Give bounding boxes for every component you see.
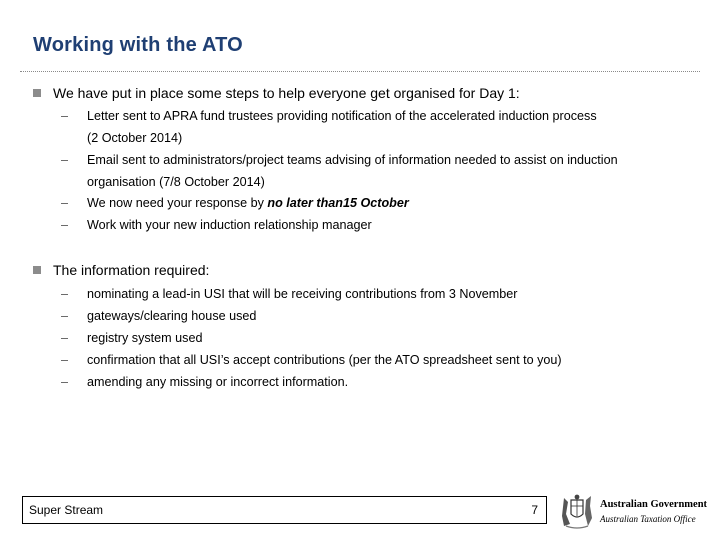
deadline-emphasis: no later than15 October: [267, 196, 409, 210]
sub-item-text: Work with your new induction relationship manager: [87, 218, 372, 232]
title-divider: [20, 71, 700, 72]
dash-icon: –: [61, 196, 69, 210]
page-number: 7: [531, 503, 538, 517]
sub-item-text: organisation (7/8 October 2014): [87, 175, 265, 189]
government-logo: [558, 492, 718, 532]
footer-label: Super Stream: [29, 503, 104, 517]
sub-item-text: (2 October 2014): [87, 131, 183, 145]
square-bullet-icon: [33, 266, 41, 274]
sub-item-text: amending any missing or incorrect information.: [87, 375, 349, 389]
dash-icon: –: [61, 309, 69, 323]
sub-item-text: registry system used: [87, 331, 203, 345]
sub-item-text: Letter sent to APRA fund trustees providing notification of the accelerated induction process: [87, 109, 597, 123]
sub-item-text: We now need your response by: [87, 196, 268, 210]
bullet-1-text: We have put in place some steps to help everyone get organised for Day 1:: [53, 85, 520, 101]
dash-icon: –: [61, 353, 69, 367]
sub-item-text: gateways/clearing house used: [87, 309, 257, 323]
dash-icon: –: [61, 218, 69, 232]
dash-icon: –: [61, 109, 69, 123]
sub-item-text: Email sent to administrators/project teams advising of information needed to assist on induction: [87, 153, 618, 167]
dash-icon: –: [61, 287, 69, 301]
slide-title: Working with the ATO: [33, 34, 243, 56]
sub-item-text: nominating a lead-in USI that will be receiving contributions from 3 November: [87, 287, 518, 301]
sub-item-text: confirmation that all USI’s accept contributions (per the ATO spreadsheet sent to you): [87, 353, 562, 367]
dash-icon: –: [61, 331, 69, 345]
dash-icon: –: [61, 375, 69, 389]
dash-icon: –: [61, 153, 69, 167]
footer-box: [22, 496, 547, 524]
logo-line-2: Australian Taxation Office: [600, 514, 696, 524]
bullet-2-text: The information required:: [53, 262, 210, 278]
square-bullet-icon: [33, 89, 41, 97]
coat-of-arms-icon: [558, 492, 596, 532]
logo-line-1: Australian Government: [600, 499, 708, 510]
